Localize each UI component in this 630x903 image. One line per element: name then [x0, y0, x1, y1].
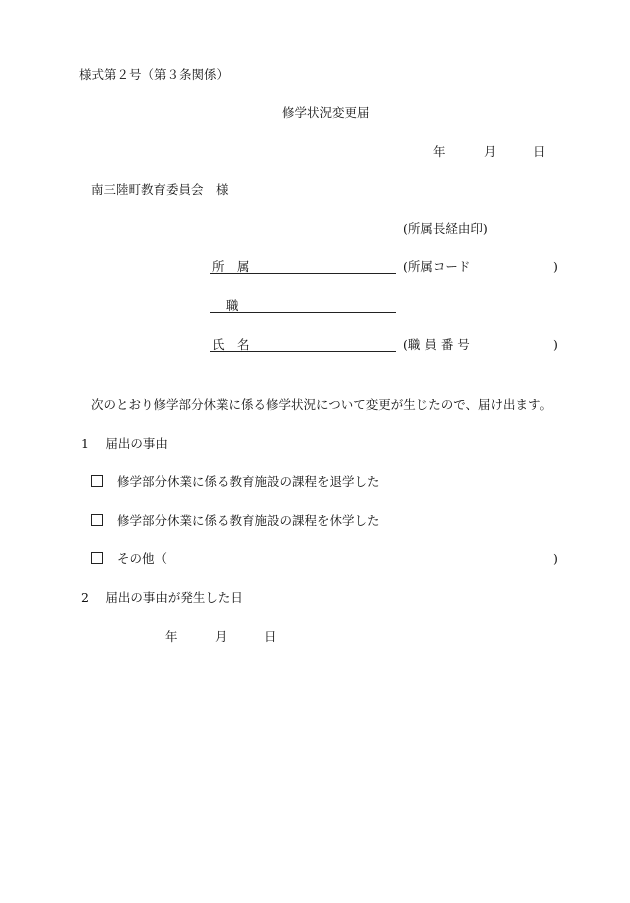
reason-option-label: その他（ [117, 551, 168, 566]
staff-number-close: ) [553, 337, 558, 352]
affiliation-label: 所 属 [212, 259, 250, 274]
via-note: (所属長経由印) [403, 221, 488, 236]
affiliation-line [210, 273, 396, 274]
staff-number-open: (職 員 番 号 [403, 337, 470, 352]
header-day: 日 [533, 144, 546, 159]
position-label: 職 [226, 298, 239, 313]
checkbox[interactable] [91, 475, 103, 487]
reason-option[interactable] [91, 551, 167, 567]
header-month: 月 [484, 144, 497, 159]
section-1-heading: 1 届出の事由 [81, 436, 168, 451]
checkbox[interactable] [91, 552, 103, 564]
reason-option-label: 修学部分休業に係る教育施設の課程を退学した [117, 474, 380, 489]
page-title: 修学状況変更届 [282, 105, 370, 120]
intro-sentence: 次のとおり修学部分休業に係る修学状況について変更が生じたので、届け出ます。 [91, 397, 553, 412]
occurrence-month: 月 [215, 629, 228, 644]
occurrence-year: 年 [165, 629, 178, 644]
checkbox[interactable] [91, 514, 103, 526]
occurrence-day: 日 [264, 629, 277, 644]
header-year: 年 [433, 144, 446, 159]
addressee: 南三陸町教育委員会 様 [91, 182, 229, 197]
name-line [210, 351, 396, 352]
reason-option[interactable] [91, 513, 380, 529]
reason-option-label: 修学部分休業に係る教育施設の課程を休学した [117, 513, 380, 528]
affiliation-code-close: ) [553, 259, 558, 274]
section-2-heading: 2 届出の事由が発生した日 [81, 590, 243, 605]
affiliation-code-open: (所属コード [403, 259, 471, 274]
other-close: ) [553, 551, 558, 566]
form-number: 様式第２号（第３条関係） [79, 67, 230, 82]
position-line [210, 312, 396, 313]
name-label: 氏 名 [212, 337, 250, 352]
reason-option[interactable] [91, 474, 380, 490]
